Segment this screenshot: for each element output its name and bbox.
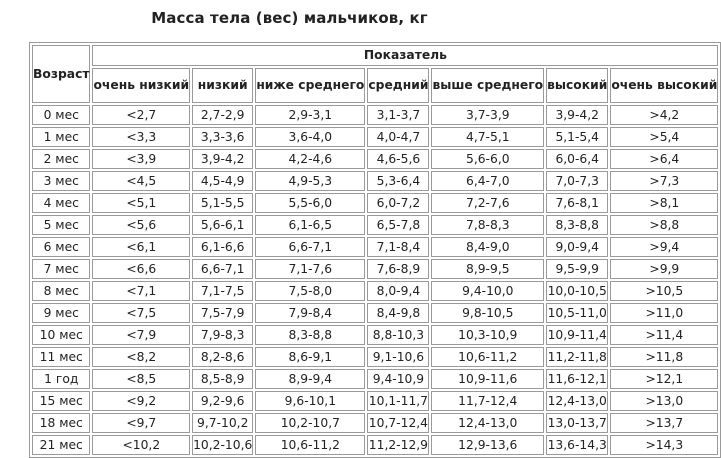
table-row [32,259,718,279]
value-cell: 9,2-9,6 [192,391,253,411]
table-row [32,171,718,191]
column-header-low: низкий [192,68,253,103]
value-cell: 11,2-12,9 [367,435,429,455]
value-cell: <9,7 [92,413,190,433]
table-row [32,347,718,367]
value-cell: 6,1-6,5 [255,215,365,235]
value-cell: 5,6-6,0 [431,149,544,169]
value-cell: 6,0-7,2 [367,193,429,213]
value-cell: >14,3 [610,435,718,455]
age-cell: 18 мес [32,413,90,433]
value-cell: 5,1-5,4 [546,127,608,147]
value-cell: >4,2 [610,105,718,125]
age-cell: 7 мес [32,259,90,279]
value-cell: 4,7-5,1 [431,127,544,147]
value-cell: 11,7-12,4 [431,391,544,411]
value-cell: 3,9-4,2 [192,149,253,169]
value-cell: 9,1-10,6 [367,347,429,367]
value-cell: <8,5 [92,369,190,389]
value-cell: >13,0 [610,391,718,411]
value-cell: 3,7-3,9 [431,105,544,125]
value-cell: 9,0-9,4 [546,237,608,257]
value-cell: 12,9-13,6 [431,435,544,455]
age-cell: 1 мес [32,127,90,147]
age-cell: 0 мес [32,105,90,125]
value-cell: 8,0-9,4 [367,281,429,301]
value-cell: <6,1 [92,237,190,257]
value-cell: 9,5-9,9 [546,259,608,279]
value-cell: 13,0-13,7 [546,413,608,433]
column-header-average: средний [367,68,429,103]
value-cell: <8,2 [92,347,190,367]
value-cell: 9,4-10,9 [367,369,429,389]
value-cell: 10,9-11,6 [431,369,544,389]
value-cell: 10,1-11,7 [367,391,429,411]
age-cell: 2 мес [32,149,90,169]
table-row [32,281,718,301]
value-cell: 10,6-11,2 [255,435,365,455]
table-subheader-row [32,68,718,103]
column-header-very-low: очень низкий [92,68,190,103]
table-row [32,325,718,345]
column-header-very-high: очень высокий [610,68,718,103]
value-cell: 3,3-3,6 [192,127,253,147]
value-cell: 10,7-12,4 [367,413,429,433]
table-row [32,369,718,389]
value-cell: 6,6-7,1 [192,259,253,279]
value-cell: <7,1 [92,281,190,301]
table-row [32,303,718,323]
value-cell: 10,6-11,2 [431,347,544,367]
value-cell: 10,0-10,5 [546,281,608,301]
value-cell: >13,7 [610,413,718,433]
value-cell: 6,5-7,8 [367,215,429,235]
value-cell: <5,6 [92,215,190,235]
table-row [32,237,718,257]
value-cell: 9,8-10,5 [431,303,544,323]
value-cell: 11,2-11,8 [546,347,608,367]
table-row [32,435,718,455]
value-cell: 9,6-10,1 [255,391,365,411]
value-cell: >12,1 [610,369,718,389]
value-cell: 8,3-8,8 [546,215,608,235]
value-cell: 7,6-8,9 [367,259,429,279]
table-row [32,105,718,125]
value-cell: <5,1 [92,193,190,213]
table-row [32,193,718,213]
value-cell: 7,1-8,4 [367,237,429,257]
value-cell: 2,7-2,9 [192,105,253,125]
value-cell: <9,2 [92,391,190,411]
table-row [32,391,718,411]
age-cell: 15 мес [32,391,90,411]
value-cell: <7,9 [92,325,190,345]
column-header-high: высокий [546,68,608,103]
value-cell: 4,9-5,3 [255,171,365,191]
value-cell: >11,4 [610,325,718,345]
value-cell: 6,0-6,4 [546,149,608,169]
value-cell: 10,2-10,6 [192,435,253,455]
value-cell: 8,9-9,5 [431,259,544,279]
value-cell: 5,5-6,0 [255,193,365,213]
value-cell: 4,5-4,9 [192,171,253,191]
age-cell: 8 мес [32,281,90,301]
value-cell: 7,5-8,0 [255,281,365,301]
value-cell: 11,6-12,1 [546,369,608,389]
column-header-below-average: ниже среднего [255,68,365,103]
value-cell: 10,2-10,7 [255,413,365,433]
value-cell: 6,1-6,6 [192,237,253,257]
value-cell: 10,9-11,4 [546,325,608,345]
value-cell: 8,4-9,0 [431,237,544,257]
age-cell: 9 мес [32,303,90,323]
value-cell: <2,7 [92,105,190,125]
value-cell: >11,0 [610,303,718,323]
value-cell: 8,3-8,8 [255,325,365,345]
value-cell: 4,0-4,7 [367,127,429,147]
value-cell: 7,0-7,3 [546,171,608,191]
value-cell: 12,4-13,0 [431,413,544,433]
table-header-row [32,45,718,66]
value-cell: 4,6-5,6 [367,149,429,169]
value-cell: >6,4 [610,149,718,169]
value-cell: 7,1-7,5 [192,281,253,301]
value-cell: 9,4-10,0 [431,281,544,301]
value-cell: <10,2 [92,435,190,455]
value-cell: 5,6-6,1 [192,215,253,235]
value-cell: 7,9-8,4 [255,303,365,323]
age-column-header: Возраст [32,45,90,103]
value-cell: 8,4-9,8 [367,303,429,323]
weight-table [29,42,721,458]
age-cell: 11 мес [32,347,90,367]
value-cell: 8,8-10,3 [367,325,429,345]
age-cell: 4 мес [32,193,90,213]
table-row [32,413,718,433]
value-cell: >5,4 [610,127,718,147]
value-cell: >8,1 [610,193,718,213]
value-cell: 3,9-4,2 [546,105,608,125]
value-cell: 6,6-7,1 [255,237,365,257]
value-cell: 8,6-9,1 [255,347,365,367]
value-cell: 6,4-7,0 [431,171,544,191]
value-cell: 9,7-10,2 [192,413,253,433]
value-cell: >8,8 [610,215,718,235]
age-cell: 1 год [32,369,90,389]
age-cell: 10 мес [32,325,90,345]
value-cell: >11,8 [610,347,718,367]
value-cell: 8,9-9,4 [255,369,365,389]
age-cell: 21 мес [32,435,90,455]
table-row [32,215,718,235]
value-cell: 7,6-8,1 [546,193,608,213]
value-cell: 12,4-13,0 [546,391,608,411]
value-cell: <6,6 [92,259,190,279]
value-cell: 2,9-3,1 [255,105,365,125]
age-cell: 3 мес [32,171,90,191]
value-cell: 10,3-10,9 [431,325,544,345]
value-cell: 5,3-6,4 [367,171,429,191]
value-cell: 4,2-4,6 [255,149,365,169]
value-cell: >9,9 [610,259,718,279]
value-cell: 8,2-8,6 [192,347,253,367]
value-cell: 7,2-7,6 [431,193,544,213]
value-cell: 10,5-11,0 [546,303,608,323]
age-cell: 6 мес [32,237,90,257]
value-cell: 8,5-8,9 [192,369,253,389]
table-row [32,149,718,169]
value-cell: >7,3 [610,171,718,191]
value-cell: >9,4 [610,237,718,257]
value-cell: 5,1-5,5 [192,193,253,213]
age-cell: 5 мес [32,215,90,235]
value-cell: 7,8-8,3 [431,215,544,235]
value-cell: 13,6-14,3 [546,435,608,455]
value-cell: 7,5-7,9 [192,303,253,323]
value-cell: <3,9 [92,149,190,169]
value-cell: 3,1-3,7 [367,105,429,125]
column-header-above-average: выше среднего [431,68,544,103]
value-cell: 7,9-8,3 [192,325,253,345]
page-title: Масса тела (вес) мальчиков, кг [151,9,428,27]
table-body [32,105,718,455]
value-cell: <4,5 [92,171,190,191]
value-cell: <3,3 [92,127,190,147]
value-cell: <7,5 [92,303,190,323]
value-cell: >10,5 [610,281,718,301]
indicator-group-header: Показатель [92,45,718,66]
value-cell: 3,6-4,0 [255,127,365,147]
value-cell: 7,1-7,6 [255,259,365,279]
table-row [32,127,718,147]
